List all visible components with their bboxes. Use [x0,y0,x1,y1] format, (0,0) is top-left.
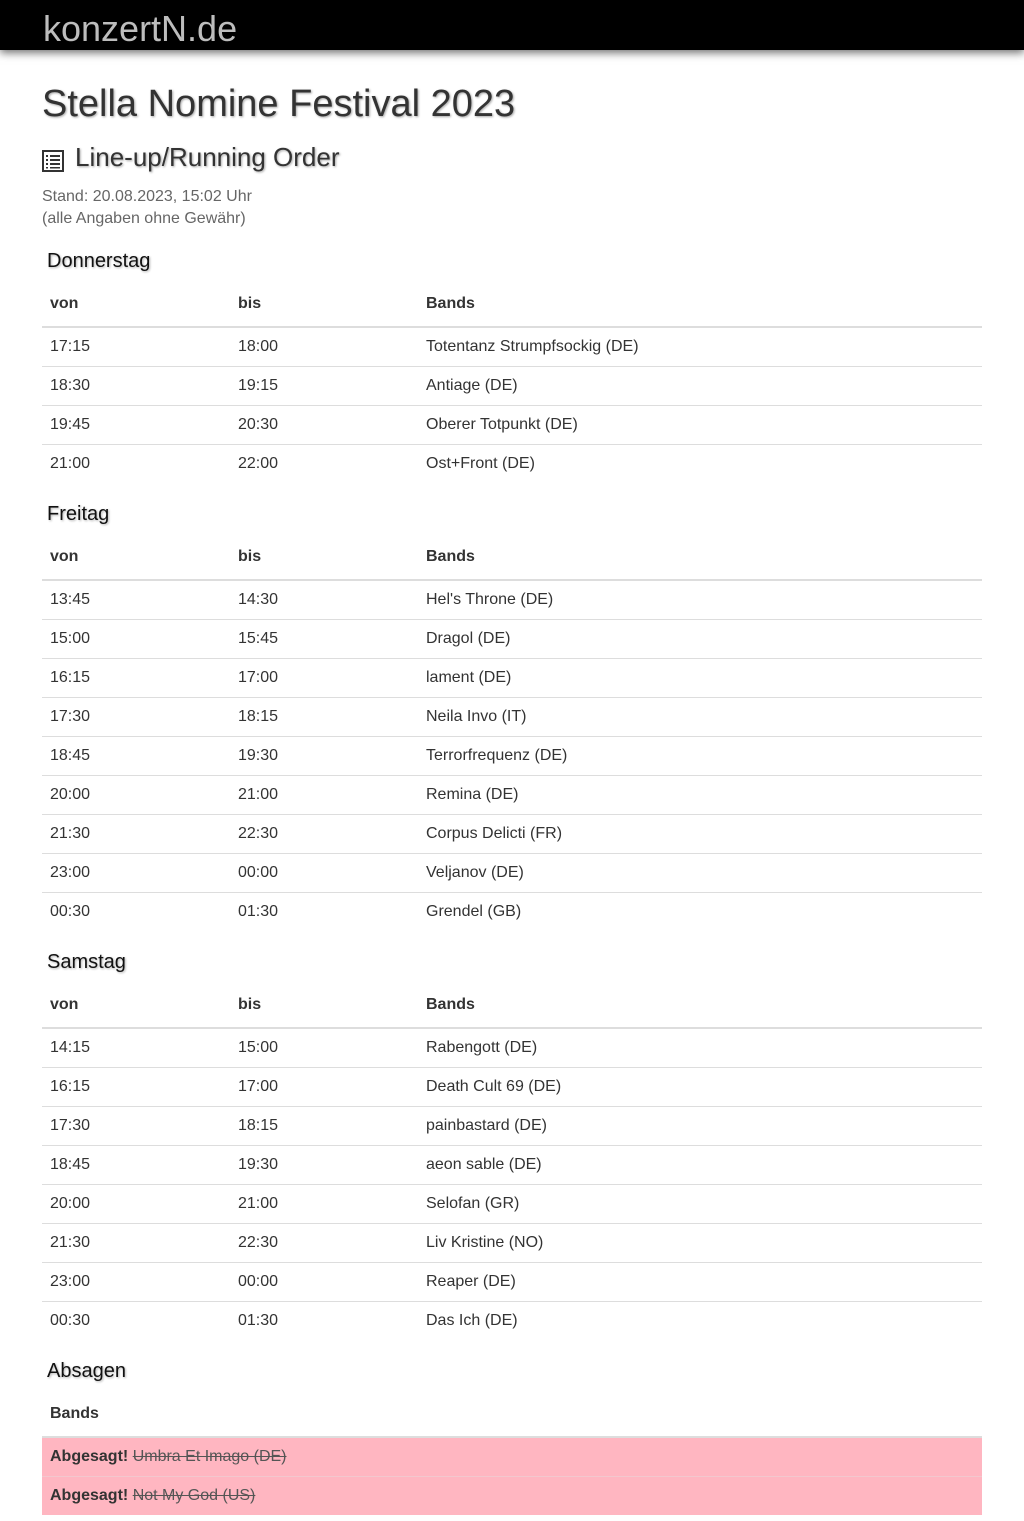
stand-text: Stand: 20.08.2023, 15:02 Uhr [42,188,252,205]
cell-von: 21:30 [42,814,230,853]
cancellations-title: Absagen [47,1360,126,1382]
cell-bis: 19:30 [230,736,418,775]
cell-band: Remina (DE) [418,775,982,814]
cell-bis: 15:45 [230,619,418,658]
cancellations-block [42,1356,982,1515]
table-row [42,736,982,775]
table-row [42,1106,982,1145]
cell-band: Oberer Totpunkt (DE) [418,405,982,444]
cell-von: 13:45 [50,590,91,608]
table-row [42,1223,982,1262]
column-header-bis: bis [230,282,418,327]
table-row [42,1145,982,1184]
cell-von: 00:30 [42,1301,230,1340]
table-row [42,405,982,444]
page-title: Stella Nomine Festival 2023 [42,83,516,125]
cancelled-band: Not My God (US) [132,1486,256,1504]
schedule-table [42,983,982,1340]
cell-band: lament (DE) [418,658,982,697]
cell-band: Antiage (DE) [418,366,982,405]
section-title [42,140,982,174]
table-row [42,1301,982,1340]
cell-cancelled [42,1437,982,1476]
cell-band: Reaper (DE) [418,1262,982,1301]
cell-von: 21:30 [42,1223,230,1262]
cell-bis: 00:00 [230,853,418,892]
day-title: Donnerstag [47,250,151,272]
table-row [42,775,982,814]
cell-band: Liv Kristine (NO) [418,1223,982,1262]
cell-von: 16:15 [42,658,230,697]
table-row [42,1067,982,1106]
table-row [42,1262,982,1301]
cell-von: 18:45 [42,1145,230,1184]
column-header-von: von [42,282,230,327]
cell-band: Ost+Front (DE) [418,444,982,483]
table-row [42,814,982,853]
cell-bis: 22:00 [230,444,418,483]
table-row [42,1184,982,1223]
cell-band: Corpus Delicti (FR) [418,814,982,853]
cell-von: 17:30 [42,1106,230,1145]
column-header-bands: Bands [418,535,982,580]
table-header-row [42,1392,982,1437]
cell-von: 18:30 [42,366,230,405]
cancelled-label: Abgesagt! [50,1486,129,1504]
cell-von: 20:00 [42,1184,230,1223]
table-row [42,892,982,931]
cell-band: Selofan (GR) [418,1184,982,1223]
schedule-table [42,282,982,483]
cell-band: Terrorfrequenz (DE) [418,736,982,775]
cell-cancelled [42,1476,982,1515]
cell-band: Totentanz Strumpfsockig (DE) [426,337,639,355]
table-row [42,619,982,658]
table-row [42,444,982,483]
cell-von: 18:45 [42,736,230,775]
table-header-row [42,282,982,327]
column-header-von: von [42,983,230,1028]
cell-bis: 01:30 [230,1301,418,1340]
cell-band: Veljanov (DE) [418,853,982,892]
cell-band: Rabengott (DE) [426,1038,538,1056]
cell-bis: 22:30 [230,814,418,853]
cell-von: 20:00 [42,775,230,814]
table-row [42,697,982,736]
day-title: Freitag [47,503,110,525]
cell-von: 15:00 [42,619,230,658]
table-row [42,327,982,366]
meta-info [42,186,982,230]
cell-band: Dragol (DE) [418,619,982,658]
list-icon [42,146,64,168]
section-title-text: Line-up/Running Order [75,142,340,172]
cell-von: 21:00 [42,444,230,483]
cell-bis: 18:00 [238,337,279,355]
cell-band: Death Cult 69 (DE) [418,1067,982,1106]
cell-von: 23:00 [42,1262,230,1301]
cell-von: 19:45 [42,405,230,444]
cell-band: Das Ich (DE) [418,1301,982,1340]
cell-band: Grendel (GB) [418,892,982,931]
cell-bis: 17:00 [230,658,418,697]
disclaimer-text: (alle Angaben ohne Gewähr) [42,210,246,227]
cell-bis: 00:00 [230,1262,418,1301]
table-header-row [42,983,982,1028]
cell-bis: 14:30 [238,590,279,608]
column-header-bis: bis [230,983,418,1028]
table-row [42,658,982,697]
cancelled-row [42,1476,982,1515]
cell-von: 23:00 [42,853,230,892]
cell-band: Hel's Throne (DE) [426,590,554,608]
cell-von: 14:15 [50,1038,91,1056]
cell-bis: 20:30 [230,405,418,444]
cell-von: 16:15 [42,1067,230,1106]
column-header-bands: Bands [418,282,982,327]
cell-bis: 01:30 [230,892,418,931]
cancelled-row [42,1437,982,1476]
cell-band: Neila Invo (IT) [418,697,982,736]
cancelled-band: Umbra Et Imago (DE) [132,1447,287,1465]
cancelled-label: Abgesagt! [50,1447,129,1465]
cell-von: 00:30 [42,892,230,931]
main-content [0,82,1024,1515]
brand-link[interactable]: konzertN.de [43,8,238,49]
day-block-donnerstag [42,246,982,483]
cell-band: painbastard (DE) [418,1106,982,1145]
cell-von: 17:30 [42,697,230,736]
table-row [42,366,982,405]
table-header-row [42,535,982,580]
table-row [42,580,982,619]
cell-bis: 17:00 [230,1067,418,1106]
column-header-von: von [42,535,230,580]
schedule-table [42,535,982,931]
day-block-samstag [42,947,982,1340]
table-row [42,1028,982,1067]
cell-band: aeon sable (DE) [418,1145,982,1184]
column-header-bands: Bands [42,1392,982,1437]
day-block-freitag [42,499,982,931]
cell-bis: 21:00 [230,775,418,814]
cell-bis: 19:30 [230,1145,418,1184]
cell-bis: 18:15 [230,1106,418,1145]
table-row [42,853,982,892]
cancellations-table [42,1392,982,1515]
cell-bis: 21:00 [230,1184,418,1223]
cell-bis: 22:30 [230,1223,418,1262]
cell-bis: 19:15 [230,366,418,405]
cell-bis: 18:15 [230,697,418,736]
day-title: Samstag [47,951,126,973]
top-navbar [0,0,1024,50]
column-header-bands: Bands [418,983,982,1028]
cell-bis: 15:00 [238,1038,279,1056]
cell-von: 17:15 [50,337,91,355]
column-header-bis: bis [230,535,418,580]
